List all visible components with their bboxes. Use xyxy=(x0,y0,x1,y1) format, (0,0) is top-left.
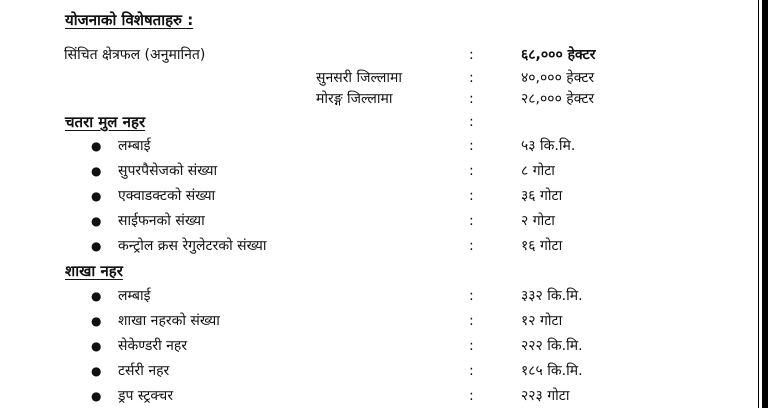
item-value: १६ गोटा xyxy=(521,238,563,254)
bullet: ● xyxy=(91,364,102,378)
colon: : xyxy=(469,213,474,229)
colon: : xyxy=(469,138,474,154)
colon: : xyxy=(469,238,474,254)
item-label: टर्सरी नहर xyxy=(118,363,170,379)
bullet: ● xyxy=(91,164,102,178)
colon: : xyxy=(469,338,474,354)
bullet: ● xyxy=(91,314,102,328)
bullet: ● xyxy=(91,139,102,153)
item-value: १२ गोटा xyxy=(521,313,563,329)
main-canal-heading-row xyxy=(0,110,760,134)
bullet: ● xyxy=(91,239,102,253)
morang-label: मोरङ्ग जिल्लामा xyxy=(316,91,393,107)
branch-canal-heading-row xyxy=(0,259,760,283)
page-title: योजनाको विशेषताहरु : xyxy=(65,11,194,29)
item-label: साईफनको संख्या xyxy=(118,213,205,229)
colon: : xyxy=(469,288,474,304)
bullet: ● xyxy=(91,289,102,303)
item-label: लम्बाई xyxy=(118,288,151,304)
item-value: २२३ गोटा xyxy=(521,388,570,404)
colon: : xyxy=(469,70,474,86)
morang-value: २८,००० हेक्टर xyxy=(521,91,595,107)
list-item xyxy=(0,209,760,233)
bullet: ● xyxy=(91,189,102,203)
colon: : xyxy=(469,313,474,329)
colon: : xyxy=(469,188,474,204)
list-item xyxy=(0,134,760,158)
item-label: लम्बाई xyxy=(118,138,151,154)
item-label: सेकेण्डरी नहर xyxy=(118,338,188,354)
list-item xyxy=(0,159,760,183)
item-value: ८ गोटा xyxy=(521,163,555,179)
bullet: ● xyxy=(91,389,102,403)
item-value: २२२ कि.मि. xyxy=(521,338,583,354)
colon: : xyxy=(469,47,474,63)
irrigated-area-value: ६८,००० हेक्टर xyxy=(521,47,596,63)
list-item xyxy=(0,334,760,358)
list-item xyxy=(0,184,760,208)
list-item xyxy=(0,384,760,408)
item-label: कन्ट्रोल क्रस रेगुलेटरको संख्या xyxy=(118,238,267,254)
item-value: १८५ कि.मि. xyxy=(521,363,583,379)
colon: : xyxy=(469,163,474,179)
list-item xyxy=(0,359,760,383)
item-label: ड्रप स्ट्रक्चर xyxy=(118,388,174,404)
bullet: ● xyxy=(91,339,102,353)
item-label: सुपरपैसेजको संख्या xyxy=(118,163,218,179)
branch-canal-heading: शाखा नहर xyxy=(65,262,123,280)
item-label: एक्वाडक्टको संख्या xyxy=(118,188,216,204)
item-label: शाखा नहरको संख्या xyxy=(118,313,220,329)
sunsari-label: सुनसरी जिल्लामा xyxy=(316,70,402,86)
colon: : xyxy=(469,114,474,130)
irrigated-area-label: सिंचित क्षेत्रफल (अनुमानित) xyxy=(64,47,206,63)
page-border xyxy=(762,0,768,408)
item-value: २ गोटा xyxy=(521,213,555,229)
bullet: ● xyxy=(91,214,102,228)
colon: : xyxy=(469,91,474,107)
list-item xyxy=(0,234,760,258)
morang-row xyxy=(0,87,760,111)
main-canal-heading: चतरा मुल नहर xyxy=(65,113,146,131)
section-title-row xyxy=(0,8,760,32)
irrigated-area-row xyxy=(0,43,760,67)
sunsari-value: ४०,००० हेक्टर xyxy=(521,70,595,86)
list-item xyxy=(0,284,760,308)
item-value: ३६ गोटा xyxy=(521,188,563,204)
item-value: ५३ कि.मि. xyxy=(521,138,576,154)
colon: : xyxy=(469,388,474,404)
colon: : xyxy=(469,363,474,379)
item-value: ३३२ कि.मि. xyxy=(521,288,583,304)
list-item xyxy=(0,309,760,333)
